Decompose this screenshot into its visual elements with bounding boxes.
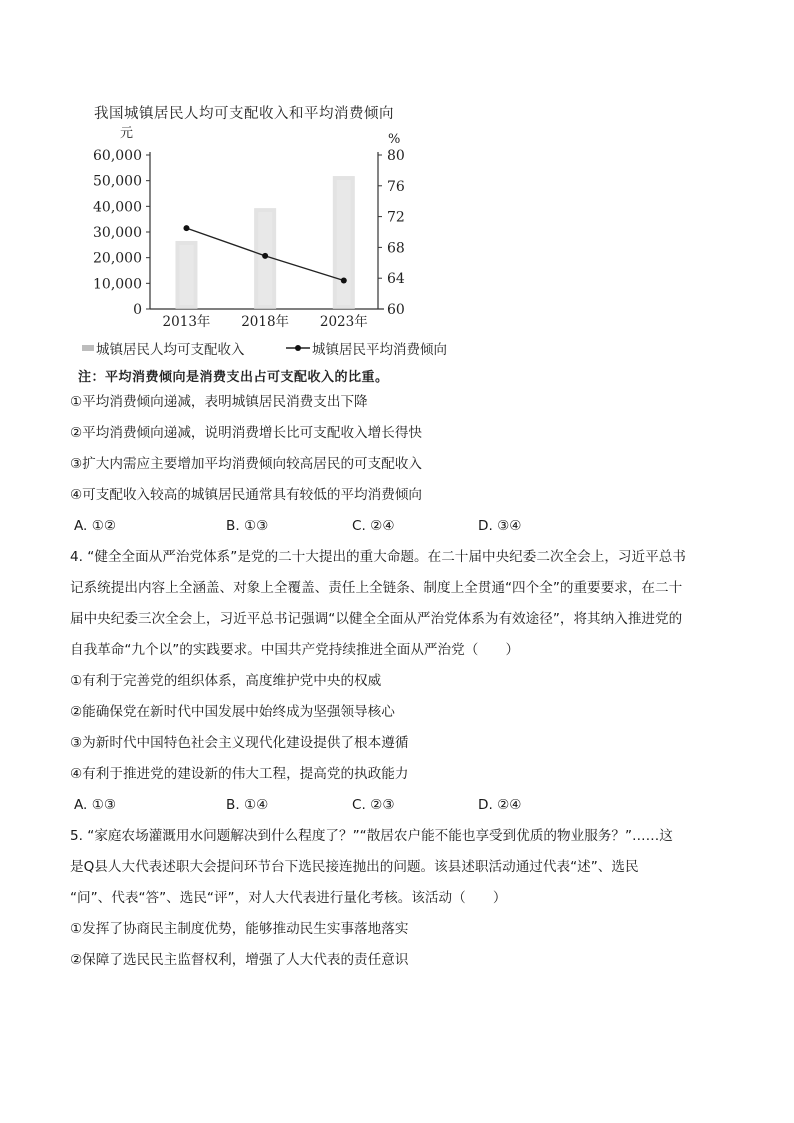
x-tick-label: 2013年	[162, 314, 211, 330]
q4-stem-line-3: 届中央纪委三次全会上，习近平总书记强调“以健全全面从严治党体系为有效途径”，将其纳入推进党的	[70, 611, 683, 627]
q3-option-c[interactable]: C. ②④	[352, 518, 395, 534]
left-tick-label: 20,000	[93, 250, 142, 267]
q4-option-b[interactable]: B. ①④	[226, 797, 269, 813]
q3-option-b[interactable]: B. ①③	[226, 518, 269, 534]
q3-option-d[interactable]: D. ③④	[478, 518, 522, 534]
q5-item-1: ①发挥了协商民主制度优势，能够推动民生实事落地落实	[70, 921, 409, 937]
q5-item-2: ②保障了选民民主监督权利，增强了人大代表的责任意识	[70, 952, 409, 968]
income-bar-texture	[179, 245, 193, 305]
q3-item-3: ③扩大内需应主要增加平均消费倾向较高居民的可支配收入	[70, 456, 423, 472]
q3-options	[70, 511, 724, 542]
q4-item-2: ②能确保党在新时代中国发展中始终成为坚强领导核心	[70, 704, 395, 720]
right-tick-label: 72	[387, 209, 405, 226]
left-tick-label: 0	[133, 302, 142, 318]
q4-stem-line-2: 记系统提出内容上全涵盖、对象上全覆盖、责任上全链条、制度上全贯通“四个全”的重要要求，在二十	[70, 580, 683, 596]
income-bar-texture	[337, 180, 351, 305]
q4-option-a[interactable]: A. ①③	[74, 797, 117, 813]
right-tick-label: 60	[387, 302, 405, 318]
x-tick-label: 2018年	[241, 314, 290, 330]
income-consumption-chart	[78, 98, 498, 394]
left-tick-label: 50,000	[93, 173, 142, 190]
left-tick-label: 40,000	[93, 199, 142, 216]
legend-bar-swatch	[82, 345, 94, 351]
right-tick-label: 76	[387, 178, 405, 195]
consumption-point	[341, 278, 347, 284]
left-tick-label: 60,000	[93, 148, 142, 164]
q4-option-c[interactable]: C. ②③	[352, 797, 395, 813]
q3-item-4: ④可支配收入较高的城镇居民通常具有较低的平均消费倾向	[70, 487, 423, 503]
left-tick-label: 10,000	[93, 276, 142, 293]
q4-stem-line-1: 4. “健全全面从严治党体系”是党的二十大提出的重大命题。在二十届中央纪委二次全会上，习近平总书	[70, 549, 686, 565]
legend-line-label: 城镇居民平均消费倾向	[312, 342, 447, 358]
left-tick-label: 30,000	[93, 225, 142, 241]
right-tick-label: 80	[387, 148, 405, 164]
left-axis-unit: 元	[120, 126, 134, 141]
chart-canvas	[78, 98, 498, 338]
consumption-point	[262, 253, 268, 259]
q4-item-4: ④有利于推进党的建设新的伟大工程，提高党的执政能力	[70, 766, 409, 782]
q4-item-1: ①有利于完善党的组织体系，高度维护党中央的权威	[70, 673, 382, 689]
q5-stem-line-1: 5. “家庭农场灌溉用水问题解决到什么程度了？”“散居农户能不能也享受到优质的物业服务？”……这	[70, 828, 673, 844]
q3-item-2: ②平均消费倾向递减，说明消费增长比可支配收入增长得快	[70, 425, 423, 441]
legend-bar-label: 城镇居民人均可支配收入	[96, 342, 245, 358]
q5-stem-line-2: 是Q县人大代表述职大会提问环节台下选民接连抛出的问题。该县述职活动通过代表“述”、选民	[70, 859, 639, 875]
chart-title: 我国城镇居民人均可支配收入和平均消费倾向	[94, 106, 394, 122]
chart-legend	[78, 338, 498, 360]
q4-option-d[interactable]: D. ②④	[478, 797, 522, 813]
x-tick-label: 2023年	[319, 314, 368, 330]
right-axis-unit: %	[388, 132, 401, 147]
q3-item-1: ①平均消费倾向递减，表明城镇居民消费支出下降	[70, 394, 368, 410]
q5-stem-line-3: “问”、代表“答”、选民“评”，对人大代表进行量化考核。该活动（ ）	[70, 890, 507, 906]
q4-options	[70, 790, 724, 821]
right-tick-label: 68	[387, 240, 405, 257]
question-3-block	[70, 387, 724, 976]
q3-option-a[interactable]: A. ①②	[74, 518, 117, 534]
q4-stem-line-4: 自我革命“九个以”的实践要求。中国共产党持续推进全面从严治党（ ）	[70, 642, 520, 658]
q4-item-3: ③为新时代中国特色社会主义现代化建设提供了根本遵循	[70, 735, 409, 751]
legend-line-swatch	[286, 342, 310, 354]
right-tick-label: 64	[387, 271, 405, 288]
chart-note: 注：平均消费倾向是消费支出占可支配收入的比重。	[78, 370, 389, 385]
consumption-point	[183, 225, 189, 231]
